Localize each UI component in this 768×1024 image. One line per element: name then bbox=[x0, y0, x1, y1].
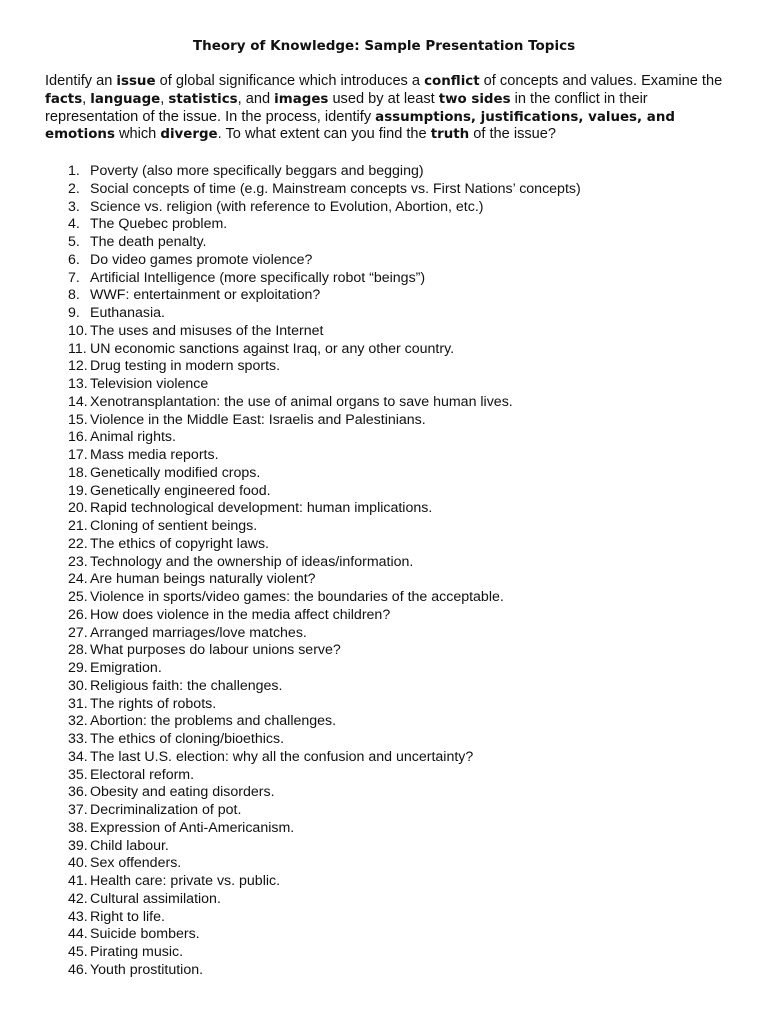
list-item-number: 38. bbox=[68, 819, 88, 836]
list-item-number: 28. bbox=[68, 642, 88, 659]
list-item-text: Cultural assimilation. bbox=[90, 890, 221, 907]
list-item-number: 27. bbox=[68, 624, 88, 641]
list-item-text: The ethics of copyright laws. bbox=[90, 535, 269, 552]
list-item-text: Cloning of sentient beings. bbox=[90, 518, 258, 534]
list-item-text: The rights of robots. bbox=[90, 695, 217, 712]
list-item bbox=[68, 216, 581, 234]
list-item-number: 24. bbox=[68, 571, 88, 588]
intro-keyword: issue bbox=[116, 74, 156, 89]
list-item-text: Emigration. bbox=[90, 660, 162, 676]
list-item bbox=[68, 483, 581, 501]
intro-text: of the issue? bbox=[469, 126, 557, 143]
list-item-number: 46. bbox=[68, 961, 88, 978]
intro-keyword: diverge bbox=[160, 127, 218, 143]
list-item-text: The Quebec problem. bbox=[90, 216, 228, 233]
list-item-text: Youth prostitution. bbox=[90, 961, 204, 978]
list-item-number: 19. bbox=[68, 482, 88, 499]
list-item-number: 26. bbox=[68, 606, 88, 623]
list-item-number: 32. bbox=[68, 713, 88, 730]
list-item-number: 35. bbox=[68, 766, 88, 783]
list-item-text: Violence in sports/video games: the boundaries of the acceptable. bbox=[90, 589, 504, 605]
list-item-text: Genetically engineered food. bbox=[90, 482, 271, 499]
intro-text: , and bbox=[237, 90, 275, 107]
list-item-text: Euthanasia. bbox=[90, 305, 165, 321]
topic-list bbox=[68, 163, 581, 980]
list-item bbox=[68, 838, 581, 856]
list-item-number: 1. bbox=[68, 163, 80, 179]
list-item-number: 3. bbox=[68, 198, 80, 215]
list-item-text: Religious faith: the challenges. bbox=[90, 677, 283, 694]
list-item-number: 30. bbox=[68, 677, 88, 694]
list-item-number: 25. bbox=[68, 589, 88, 605]
list-item bbox=[68, 696, 581, 714]
list-item-number: 15. bbox=[68, 411, 88, 428]
intro-text: used by at least bbox=[328, 90, 439, 107]
list-item-text: Science vs. religion (with reference to Evolution, Abortion, etc.) bbox=[90, 198, 484, 215]
list-item-text: Artificial Intelligence (more specifically robot “beings”) bbox=[90, 269, 426, 286]
list-item bbox=[68, 412, 581, 430]
list-item-number: 14. bbox=[68, 393, 88, 410]
list-item-text: Poverty (also more specifically beggars and begging) bbox=[90, 163, 424, 179]
list-item bbox=[68, 625, 581, 643]
list-item-number: 29. bbox=[68, 660, 88, 676]
list-item bbox=[68, 767, 581, 785]
list-item-text: Sex offenders. bbox=[90, 855, 182, 872]
intro-text: , bbox=[160, 90, 169, 107]
list-item-number: 16. bbox=[68, 429, 88, 446]
list-item bbox=[68, 926, 581, 944]
intro-text: . To what extent can you find the bbox=[217, 126, 431, 143]
list-item-number: 23. bbox=[68, 553, 88, 570]
intro-keyword: two sides bbox=[438, 91, 511, 107]
list-item-text: Expression of Anti-Americanism. bbox=[90, 819, 295, 836]
list-item-number: 40. bbox=[68, 855, 88, 872]
list-item bbox=[68, 429, 581, 447]
list-item-text: What purposes do labour unions serve? bbox=[90, 642, 341, 659]
list-item-number: 21. bbox=[68, 518, 88, 534]
list-item-number: 6. bbox=[68, 251, 80, 268]
list-item-text: UN economic sanctions against Iraq, or any other country. bbox=[90, 340, 455, 357]
intro-text: Identify an bbox=[45, 73, 117, 89]
list-item bbox=[68, 571, 581, 589]
list-item-text: Obesity and eating disorders. bbox=[90, 784, 275, 801]
list-item-text: Pirating music. bbox=[90, 944, 184, 960]
list-item-number: 18. bbox=[68, 464, 88, 481]
intro-text: , bbox=[82, 90, 91, 107]
list-item bbox=[68, 873, 581, 891]
list-item-text: Suicide bombers. bbox=[90, 926, 200, 943]
intro-text: which bbox=[114, 126, 161, 143]
intro-keyword: language bbox=[90, 91, 161, 107]
intro-keyword: assumptions, justifications, values, and emotions bbox=[45, 109, 675, 143]
list-item-text: Animal rights. bbox=[90, 429, 176, 446]
list-item bbox=[68, 536, 581, 554]
list-item bbox=[68, 678, 581, 696]
list-item bbox=[68, 784, 581, 802]
list-item-text: Xenotransplantation: the use of animal organs to save human lives. bbox=[90, 393, 513, 410]
list-item bbox=[68, 820, 581, 838]
list-item bbox=[68, 341, 581, 359]
list-item-number: 37. bbox=[68, 802, 88, 818]
list-item-text: How does violence in the media affect children? bbox=[90, 606, 391, 623]
page-title: Theory of Knowledge: Sample Presentation Topics bbox=[192, 38, 576, 54]
list-item-text: Violence in the Middle East: Israelis and Palestinians. bbox=[90, 411, 426, 428]
list-item-number: 12. bbox=[68, 358, 88, 375]
list-item bbox=[68, 447, 581, 465]
list-item-text: Do video games promote violence? bbox=[90, 251, 313, 268]
list-item-number: 34. bbox=[68, 748, 88, 765]
intro-keyword: facts bbox=[45, 91, 83, 107]
list-item bbox=[68, 500, 581, 518]
list-item bbox=[68, 554, 581, 572]
list-item-number: 7. bbox=[68, 269, 80, 286]
intro-text: of concepts and values. Examine the bbox=[479, 73, 723, 89]
list-item-number: 8. bbox=[68, 287, 80, 304]
list-item-number: 41. bbox=[68, 873, 88, 889]
list-item bbox=[68, 252, 581, 270]
intro-keyword: images bbox=[274, 91, 329, 107]
list-item bbox=[68, 660, 581, 678]
list-item-number: 43. bbox=[68, 908, 88, 925]
list-item bbox=[68, 465, 581, 483]
list-item-number: 44. bbox=[68, 926, 88, 943]
list-item-number: 36. bbox=[68, 784, 88, 801]
list-item bbox=[68, 323, 581, 341]
list-item bbox=[68, 713, 581, 731]
list-item bbox=[68, 855, 581, 873]
list-item bbox=[68, 518, 581, 536]
list-item bbox=[68, 891, 581, 909]
list-item-number: 45. bbox=[68, 944, 88, 960]
list-item-text: Social concepts of time (e.g. Mainstream concepts vs. First Nations’ concepts) bbox=[90, 180, 581, 197]
list-item bbox=[68, 199, 581, 217]
list-item-text: The last U.S. election: why all the confusion and uncertainty? bbox=[90, 748, 474, 765]
list-item-number: 11. bbox=[68, 340, 87, 357]
list-item bbox=[68, 376, 581, 394]
list-item-text: The death penalty. bbox=[90, 234, 207, 250]
intro-text: of global significance which introduces a bbox=[155, 73, 425, 89]
list-item-text: WWF: entertainment or exploitation? bbox=[90, 287, 321, 304]
list-item bbox=[68, 802, 581, 820]
list-item bbox=[68, 909, 581, 927]
list-item-number: 22. bbox=[68, 535, 88, 552]
list-item-text: Decriminalization of pot. bbox=[90, 802, 242, 818]
list-item bbox=[68, 181, 581, 199]
list-item bbox=[68, 642, 581, 660]
list-item-text: Mass media reports. bbox=[90, 447, 219, 463]
list-item-number: 4. bbox=[68, 216, 80, 233]
list-item-text: Technology and the ownership of ideas/information. bbox=[90, 553, 414, 570]
list-item-number: 13. bbox=[68, 376, 88, 392]
list-item-text: Health care: private vs. public. bbox=[90, 873, 281, 889]
list-item-text: The uses and misuses of the Internet bbox=[90, 322, 324, 339]
list-item-text: Abortion: the problems and challenges. bbox=[90, 713, 337, 730]
list-item-number: 33. bbox=[68, 731, 88, 747]
list-item-text: Television violence bbox=[90, 376, 209, 392]
list-item bbox=[68, 589, 581, 607]
list-item bbox=[68, 962, 581, 980]
list-item-number: 31. bbox=[68, 695, 88, 712]
list-item bbox=[68, 270, 581, 288]
list-item-number: 2. bbox=[68, 180, 80, 197]
list-item-number: 5. bbox=[68, 234, 80, 250]
intro-paragraph bbox=[45, 73, 735, 144]
list-item-text: Genetically modified crops. bbox=[90, 464, 261, 481]
list-item-text: Drug testing in modern sports. bbox=[90, 358, 281, 375]
intro-keyword: statistics bbox=[168, 91, 238, 107]
list-item-text: The ethics of cloning/bioethics. bbox=[90, 731, 285, 747]
list-item-text: Child labour. bbox=[90, 837, 169, 854]
list-item-text: Rapid technological development: human implications. bbox=[90, 500, 433, 517]
list-item-text: Right to life. bbox=[90, 908, 165, 925]
list-item-text: Arranged marriages/love matches. bbox=[90, 624, 307, 641]
list-item-text: Are human beings naturally violent? bbox=[90, 571, 316, 588]
list-item bbox=[68, 358, 581, 376]
list-item bbox=[68, 287, 581, 305]
list-item-number: 39. bbox=[68, 837, 88, 854]
intro-keyword: truth bbox=[430, 127, 470, 143]
list-item bbox=[68, 731, 581, 749]
list-item bbox=[68, 163, 581, 181]
list-item-number: 10. bbox=[68, 322, 88, 339]
list-item bbox=[68, 394, 581, 412]
list-item bbox=[68, 234, 581, 252]
intro-keyword: conflict bbox=[424, 74, 480, 89]
list-item-number: 17. bbox=[68, 447, 88, 463]
list-item-number: 20. bbox=[68, 500, 88, 517]
list-item-number: 42. bbox=[68, 890, 88, 907]
list-item-text: Electoral reform. bbox=[90, 766, 195, 783]
list-item bbox=[68, 607, 581, 625]
list-item bbox=[68, 305, 581, 323]
intro-text: in the conflict in their representation of the issue. In the process, identify bbox=[45, 90, 648, 125]
list-item bbox=[68, 749, 581, 767]
list-item bbox=[68, 944, 581, 962]
list-item-number: 9. bbox=[68, 305, 80, 321]
